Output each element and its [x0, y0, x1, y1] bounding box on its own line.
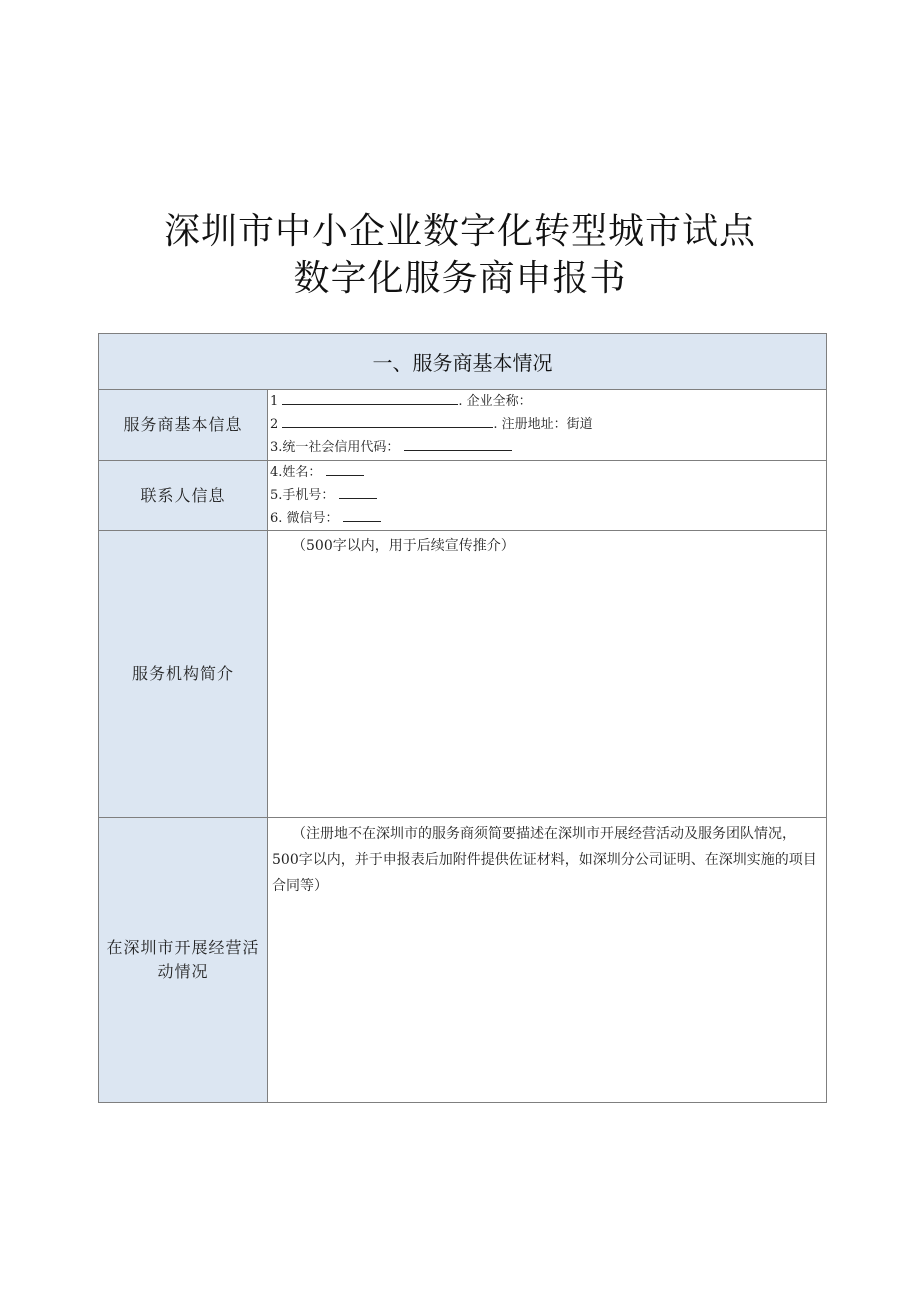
document-title-line2: 数字化服务商申报书 [293, 258, 627, 299]
contact-wechat-input[interactable] [343, 507, 381, 522]
credit-code-line: 3.统一社会信用代码： [268, 436, 826, 459]
contact-phone-input[interactable] [339, 484, 377, 499]
application-form-table [98, 333, 827, 1103]
shenzhen-operations-cell[interactable] [268, 818, 827, 1103]
address-line: 2 . 注册地址：街道 [268, 413, 826, 436]
basic-info-cell [268, 390, 827, 461]
contact-name-input[interactable] [326, 461, 364, 476]
contact-name-line: 4.姓名： [268, 461, 826, 484]
section-header: 一、服务商基本情况 [99, 334, 827, 390]
basic-info-label: 服务商基本信息 [99, 390, 268, 461]
company-name-line: 1 . 企业全称： [268, 390, 826, 413]
contact-phone-line: 5.手机号： [268, 484, 826, 507]
contact-wechat-line: 6. 微信号： [268, 507, 826, 530]
address-input[interactable] [282, 413, 493, 428]
intro-hint: （500字以内，用于后续宣传推介） [292, 538, 515, 554]
intro-cell[interactable] [268, 531, 827, 818]
shenzhen-operations-hint: （注册地不在深圳市的服务商须简要描述在深圳市开展经营活动及服务团队情况，500字以内，并于申报表后加附件提供佐证材料，如深圳分公司证明、在深圳实施的项目合同等） [272, 826, 817, 894]
intro-label: 服务机构简介 [99, 531, 268, 818]
document-title-line1: 深圳市中小企业数字化转型城市试点 [163, 211, 756, 252]
credit-code-input[interactable] [404, 436, 512, 451]
contact-cell [268, 461, 827, 531]
contact-label: 联系人信息 [99, 461, 268, 531]
company-name-input[interactable] [282, 390, 458, 405]
shenzhen-operations-label: 在深圳市开展经营活动情况 [99, 818, 268, 1103]
